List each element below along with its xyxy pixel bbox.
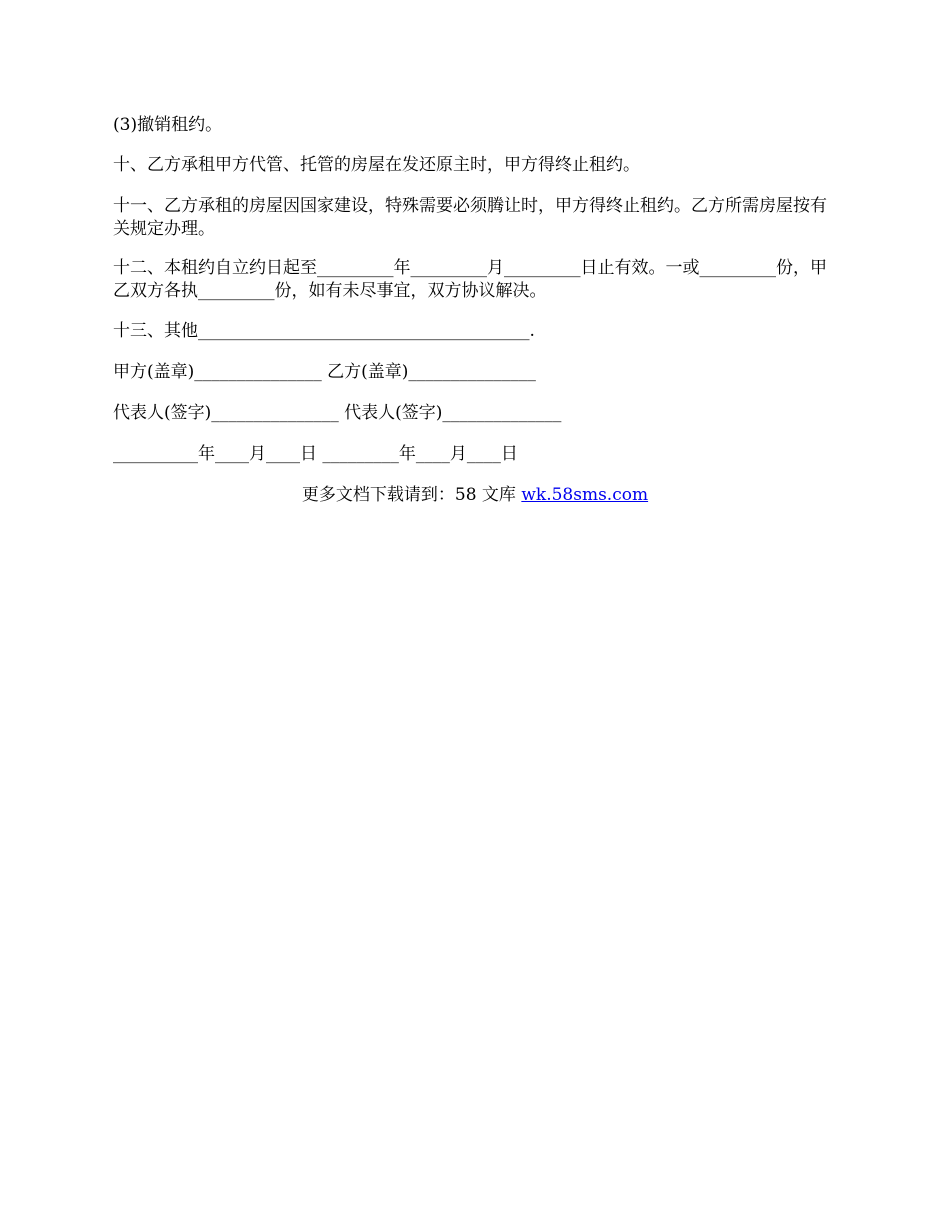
footer-link[interactable]: wk.58sms.com xyxy=(521,485,649,505)
download-footer xyxy=(0,484,950,507)
representative-signature-line: 代表人(签字)_______________ 代表人(签字)______________ xyxy=(113,403,562,423)
clause-13-other: 十三、其他_______________________________________. xyxy=(113,321,535,341)
clause-11: 十一、乙方承租的房屋因国家建设，特殊需要必须腾让时，甲方得终止租约。乙方所需房屋按有关规定办理。 xyxy=(113,196,827,239)
party-seal-line: 甲方(盖章)_______________ 乙方(盖章)_______________ xyxy=(113,362,536,382)
clause-revoke-lease: (3)撤销租约。 xyxy=(113,115,223,135)
footer-text: 更多文档下载请到：58 文库 xyxy=(301,485,522,505)
clause-10: 十、乙方承租甲方代管、托管的房屋在发还原主时，甲方得终止租约。 xyxy=(113,155,640,175)
clause-12: 十二、本租约自立约日起至_________年_________月_________日止有效。一或_________份，甲乙双方各执_________份，如有未尽事宜，双方协议解决。 xyxy=(113,258,827,301)
date-line: __________年____月____日 _________年____月____日 xyxy=(113,444,518,464)
